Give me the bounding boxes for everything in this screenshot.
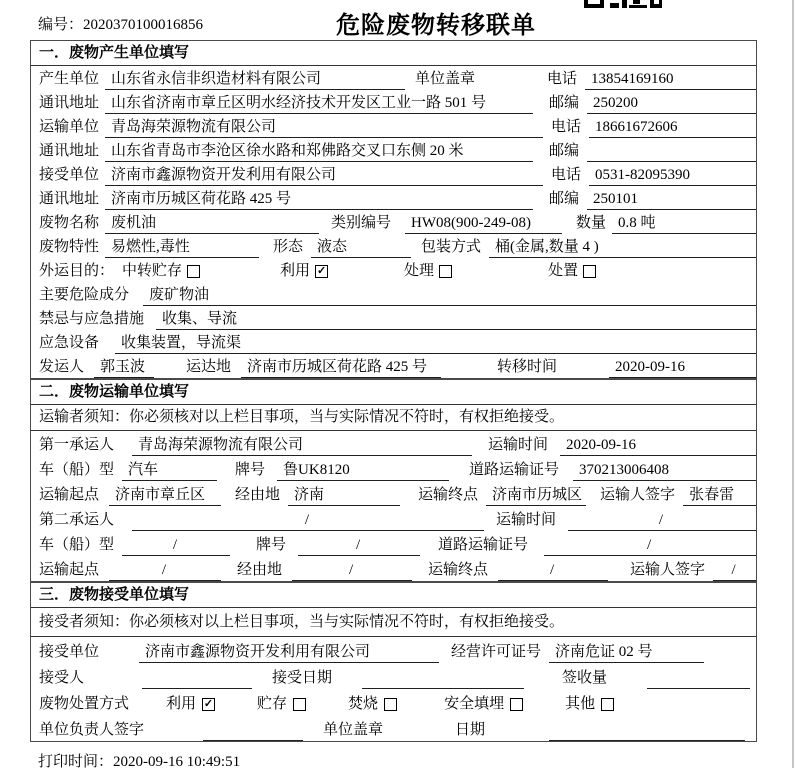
row-disposal-method — [31, 689, 756, 715]
zip-1-value: 250200 — [587, 95, 756, 114]
origin-1-label: 运输起点 — [39, 487, 100, 503]
disposal-incineration-checkbox — [384, 698, 397, 711]
hazard-component-value: 废矿物油 — [143, 283, 756, 306]
disposal-other-label: 其他 — [565, 696, 596, 712]
row-vehicle-2 — [31, 531, 756, 556]
receiver-date-label: 日期 — [455, 722, 486, 738]
doc-number — [38, 13, 203, 34]
carrier-signature-2-value: / — [713, 562, 756, 581]
zip-2-label: 邮编 — [549, 143, 580, 159]
row-receive-address — [31, 186, 756, 210]
qr-block — [629, 5, 647, 8]
shipper-value: 郭玉波 — [94, 355, 154, 378]
disposal-storage-checkbox — [293, 698, 306, 711]
row-first-carrier — [31, 431, 756, 456]
plate-number-1-label: 牌号 — [235, 462, 266, 478]
generator-unit-value: 山东省永信非织造材料有限公司 — [105, 67, 405, 90]
emergency-equipment-label: 应急设备 — [39, 335, 100, 351]
receive-unit-label: 接受单位 — [39, 167, 100, 183]
receive-date-label: 接受日期 — [272, 670, 333, 686]
address-2-value: 山东省青岛市李沧区徐水路和郑佛路交叉口东侧 20 米 — [105, 139, 533, 162]
carrier-signature-2-label: 运输人签字 — [630, 562, 706, 578]
doc-title: 危险废物转移联单 — [336, 13, 536, 39]
road-permit-1-value: 370213006408 — [573, 462, 756, 481]
row-generator-address — [31, 90, 756, 114]
row-receive-unit — [31, 162, 756, 186]
row-route-2 — [31, 556, 756, 581]
first-carrier-label: 第一承运人 — [39, 437, 115, 453]
transfer-time-label: 转移时间 — [497, 359, 558, 375]
via-2-value: / — [292, 562, 412, 581]
print-time-value: 2020-09-16 10:49:51 — [113, 754, 241, 770]
waste-form-label: 形态 — [273, 239, 304, 255]
vehicle-type-2-value: / — [122, 537, 230, 556]
row-route-1 — [31, 481, 756, 506]
origin-2-value: / — [109, 562, 221, 581]
row-second-carrier — [31, 506, 756, 531]
second-carrier-label: 第二承运人 — [39, 512, 115, 528]
purpose-reuse-checkbox: ✓ — [316, 265, 327, 277]
page-right-edge — [792, 0, 794, 768]
manifest-form — [30, 40, 757, 742]
receiver-date-value — [549, 739, 745, 741]
section-transporter-title: 二．废物运输单位填写 — [31, 380, 756, 405]
row-emergency-equipment — [31, 330, 756, 354]
via-1-value: 济南 — [288, 483, 400, 506]
purpose-reuse-label: 利用 — [280, 263, 311, 279]
generator-unit-label: 产生单位 — [39, 71, 100, 87]
waste-property-label: 废物特性 — [39, 239, 100, 255]
qr-block — [588, 0, 600, 4]
business-license-label: 经营许可证号 — [451, 644, 542, 660]
plate-number-2-label: 牌号 — [256, 537, 287, 553]
emergency-equipment-value: 收集装置，导流渠 — [115, 331, 756, 354]
terminus-2-label: 运输终点 — [428, 562, 489, 578]
waste-property-value: 易燃性,毒性 — [105, 235, 259, 258]
transporter-notice: 运输者须知：你必须核对以上栏目事项，当与实际情况不符时，有权拒绝接受。 — [31, 405, 756, 431]
waste-form-value: 液态 — [311, 235, 411, 258]
destination-value: 济南市历城区荷花路 425 号 — [241, 355, 441, 378]
phone-3-value: 0531-82095390 — [589, 167, 756, 186]
zip-2-value — [587, 160, 756, 162]
waste-name-value: 废机油 — [105, 211, 319, 234]
zip-3-label: 邮编 — [549, 191, 580, 207]
qr-block — [633, 0, 640, 4]
phone-2-label: 电话 — [551, 119, 582, 135]
receiver-notice: 接受者须知：你必须核对以上栏目事项，当与实际情况不符时，有权拒绝接受。 — [31, 608, 756, 637]
row-receiver-unit — [31, 637, 756, 663]
transport-unit-label: 运输单位 — [39, 119, 100, 135]
transport-time-1-label: 运输时间 — [488, 437, 549, 453]
row-emergency-measures — [31, 306, 756, 330]
address-1-label: 通讯地址 — [39, 95, 100, 111]
origin-2-label: 运输起点 — [39, 562, 100, 578]
destination-label: 运达地 — [186, 359, 232, 375]
received-amount-label: 签收量 — [562, 670, 608, 686]
disposal-incineration-label: 焚烧 — [348, 696, 379, 712]
section-receiver-title: 三．废物接受单位填写 — [31, 583, 756, 608]
transport-time-2-value: / — [568, 512, 756, 531]
section-transporter — [30, 379, 757, 582]
row-vehicle-1 — [31, 456, 756, 481]
carrier-signature-1-label: 运输人签字 — [600, 487, 676, 503]
business-license-value: 济南危证 02 号 — [549, 640, 704, 663]
row-transport-purpose — [31, 258, 756, 282]
receiver-unit-label: 接受单位 — [39, 644, 100, 660]
purpose-disposal-checkbox — [583, 265, 596, 278]
unit-seal-label: 单位盖章 — [415, 71, 476, 87]
receiver-unit-value: 济南市鑫源物资开发利用有限公司 — [139, 640, 439, 663]
receive-date-value — [362, 687, 524, 689]
qr-block — [622, 0, 627, 8]
responsible-signature-label: 单位负责人签字 — [39, 722, 145, 738]
disposal-landfill-label: 安全填埋 — [444, 696, 505, 712]
transport-purpose-label: 外运目的： — [39, 263, 115, 279]
disposal-method-label: 废物处置方式 — [39, 696, 130, 712]
phone-3-label: 电话 — [551, 167, 582, 183]
address-2-label: 通讯地址 — [39, 143, 100, 159]
receiver-unit-seal-label: 单位盖章 — [323, 722, 384, 738]
purpose-transfer-storage-label: 中转贮存 — [122, 263, 183, 279]
doc-number-label: 编号： — [38, 17, 84, 33]
qr-block — [654, 0, 659, 4]
row-transport-unit — [31, 114, 756, 138]
terminus-1-value: 济南市历城区 — [486, 483, 586, 506]
emergency-measures-value: 收集、导流 — [156, 307, 756, 330]
packing-method-label: 包装方式 — [421, 239, 482, 255]
disposal-other-checkbox — [601, 698, 614, 711]
waste-name-label: 废物名称 — [39, 215, 100, 231]
received-amount-value — [647, 687, 750, 689]
disposal-landfill-checkbox — [510, 698, 523, 711]
address-1-value: 山东省济南市章丘区明水经济技术开发区工业一路 501 号 — [105, 91, 533, 114]
quantity-value: 0.8 吨 — [612, 211, 756, 234]
road-permit-2-label: 道路运输证号 — [438, 537, 529, 553]
row-receive-person — [31, 663, 756, 689]
disposal-reuse-checkbox: ✓ — [203, 698, 214, 710]
phone-1-value: 13854169160 — [585, 71, 756, 90]
vehicle-type-2-label: 车（船）型 — [39, 537, 115, 553]
address-3-label: 通讯地址 — [39, 191, 100, 207]
row-waste-property — [31, 234, 756, 258]
transfer-time-value: 2020-09-16 — [609, 359, 756, 378]
qr-block — [610, 3, 619, 8]
responsible-signature-value — [203, 739, 303, 741]
receive-unit-value: 济南市鑫源物资开发利用有限公司 — [105, 163, 543, 186]
phone-1-label: 电话 — [547, 71, 578, 87]
road-permit-2-value: / — [544, 537, 756, 556]
origin-1-value: 济南市章丘区 — [109, 483, 221, 506]
plate-number-2-value: / — [298, 537, 420, 556]
transport-time-1-value: 2020-09-16 — [560, 437, 756, 456]
row-responsible-signature — [31, 715, 756, 741]
hazard-component-label: 主要危险成分 — [39, 287, 130, 303]
vehicle-type-1-label: 车（船）型 — [39, 462, 115, 478]
carrier-signature-1-value: 张春雷 — [683, 483, 756, 506]
row-shipper — [31, 354, 756, 378]
address-3-value: 济南市历城区荷花路 425 号 — [105, 187, 533, 210]
shipper-label: 发运人 — [39, 359, 85, 375]
first-carrier-value: 青岛海荣源物流有限公司 — [132, 433, 472, 456]
receive-person-value — [142, 687, 252, 689]
transport-time-2-label: 运输时间 — [496, 512, 557, 528]
row-hazard-component — [31, 282, 756, 306]
phone-2-value: 18661672606 — [589, 119, 756, 138]
zip-1-label: 邮编 — [549, 95, 580, 111]
doc-number-value: 2020370100016856 — [83, 17, 204, 33]
category-code-value: HW08(900-249-08) — [405, 215, 562, 234]
print-time-label: 打印时间： — [38, 754, 114, 770]
second-carrier-value: / — [132, 512, 484, 531]
row-generator-unit — [31, 66, 756, 90]
plate-number-1-value: 鲁UK8120 — [277, 458, 449, 481]
packing-method-value: 桶(金属,数量 4 ) — [489, 235, 756, 258]
category-code-label: 类别编号 — [331, 215, 392, 231]
zip-3-value: 250101 — [587, 191, 756, 210]
quantity-label: 数量 — [576, 215, 607, 231]
terminus-2-value: / — [498, 562, 608, 581]
vehicle-type-1-value: 汽车 — [122, 458, 217, 481]
disposal-reuse-label: 利用 — [166, 696, 197, 712]
via-1-label: 经由地 — [235, 487, 281, 503]
purpose-treatment-checkbox — [439, 265, 452, 278]
purpose-treatment-label: 处理 — [404, 263, 435, 279]
terminus-1-label: 运输终点 — [418, 487, 479, 503]
transport-unit-value: 青岛海荣源物流有限公司 — [105, 115, 543, 138]
section-receiver — [30, 582, 757, 742]
section-generator-title: 一．废物产生单位填写 — [31, 41, 756, 66]
section-generator — [30, 40, 757, 379]
row-transport-address — [31, 138, 756, 162]
via-2-label: 经由地 — [237, 562, 283, 578]
emergency-measures-label: 禁忌与应急措施 — [39, 311, 145, 327]
qr-code-fragment — [584, 0, 664, 8]
row-waste-name — [31, 210, 756, 234]
purpose-transfer-storage-checkbox — [187, 265, 200, 278]
receive-person-label: 接受人 — [39, 670, 85, 686]
road-permit-1-label: 道路运输证号 — [469, 462, 560, 478]
disposal-storage-label: 贮存 — [257, 696, 288, 712]
purpose-disposal-label: 处置 — [548, 263, 579, 279]
